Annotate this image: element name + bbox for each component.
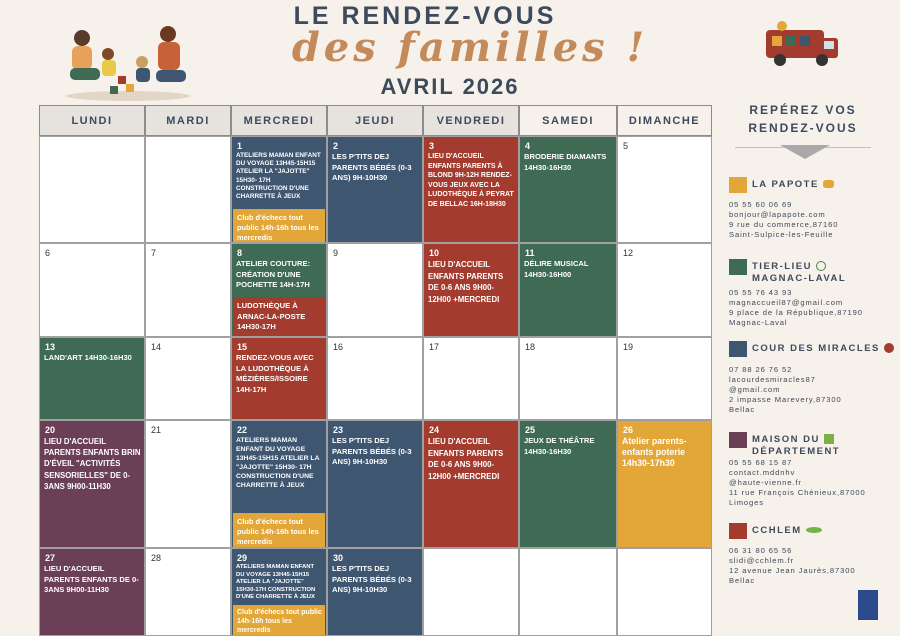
- place-cchlem: [729, 523, 899, 585]
- day-event: JEUX DE THÉÂTRE 14H30-16H30: [524, 436, 595, 456]
- day-cell-29[interactable]: [231, 548, 327, 636]
- day-number: 6: [45, 248, 51, 258]
- day-number: 2: [333, 141, 339, 151]
- day-cell-2[interactable]: [327, 136, 423, 243]
- day-number: 3: [429, 141, 435, 151]
- calendar-grid: [39, 105, 712, 636]
- day-event: ATELIER COUTURE: CRÉATION D'UNE POCHETTE 14H-17H: [236, 259, 311, 289]
- day-cell-23[interactable]: [327, 420, 423, 548]
- day-cell-25[interactable]: [519, 420, 617, 548]
- weekday-monday: LUNDI: [39, 105, 145, 136]
- weekday-tuesday: MARDI: [145, 105, 231, 136]
- day-cell-15[interactable]: [231, 337, 327, 420]
- day-cell-27[interactable]: [39, 548, 145, 636]
- day-number: 21: [151, 425, 162, 435]
- day-cell-empty: [39, 136, 145, 243]
- day-cell-16[interactable]: [327, 337, 423, 420]
- day-cell-9[interactable]: [327, 243, 423, 337]
- weekday-wednesday: MERCREDI: [231, 105, 327, 136]
- day-event: ATELIERS MAMAN ENFANT DU VOYAGE 13H45-15H15 ATELIER LA "JAJOTTE" 15H30- 17H CONSTRUCTION D'UNE CHARRETTE À JEUX: [236, 437, 320, 489]
- day-cell-19[interactable]: [617, 337, 712, 420]
- place-cour-des-miracles: [729, 341, 899, 413]
- color-swatch: [729, 432, 747, 448]
- day-cell-empty: [423, 548, 519, 636]
- place-phone: 05 55 68 15 87: [729, 458, 793, 467]
- weekday-header: [39, 105, 712, 136]
- weekday-friday: VENDREDI: [423, 105, 519, 136]
- leaf-icon: [816, 261, 826, 271]
- day-cell-14[interactable]: [145, 337, 231, 420]
- place-address: 2 impasse Marevery,87300: [729, 395, 842, 404]
- day-number: 5: [623, 141, 629, 151]
- day-number: 11: [525, 248, 535, 258]
- day-cell-22[interactable]: [231, 420, 327, 548]
- day-number: 22: [237, 425, 248, 435]
- day-event: Atelier parents-enfants poterie 14h30-17h30: [622, 436, 687, 468]
- weekday-sunday: DIMANCHE: [617, 105, 712, 136]
- day-number: 23: [333, 425, 344, 435]
- place-phone: 05 55 60 06 69: [729, 200, 793, 209]
- place-phone: 07 88 26 76 52: [729, 365, 793, 374]
- day-event: LIEU D'ACCUEIL PARENTS ENFANTS BRIN D'ÉVEIL "ACTIVITÉS SENSORIELLES" DE 0-3ANS 9H00-11H30: [44, 437, 141, 491]
- place-address: 11 rue François Chénieux,87000: [729, 488, 866, 497]
- chat-bubble-icon: [823, 180, 834, 188]
- place-address: 9 rue du commerce,87160: [729, 220, 839, 229]
- place-email: contact.mddnhv: [729, 468, 796, 477]
- day-number: 20: [45, 425, 56, 435]
- day-number: 4: [525, 141, 531, 151]
- day-cell-26[interactable]: [617, 420, 712, 548]
- day-cell-21[interactable]: [145, 420, 231, 548]
- title-line-2: des familles !: [291, 24, 649, 71]
- day-event: DÉLIRE MUSICAL 14H30-16H00: [524, 259, 589, 279]
- place-email: magnaccueil87@gmail.com: [729, 298, 844, 307]
- day-sub-event: [233, 297, 325, 337]
- place-city: Bellac: [729, 405, 756, 414]
- day-event: BRODERIE DIAMANTS 14H30-16H30: [524, 152, 607, 172]
- day-event: LIEU D'ACCUEIL ENFANTS PARENTS À BLOND 9H-12H RENDEZ-VOUS JEUX AVEC LA LUDOTHÈQUE À PEYRAT DE BELLAC 16H-18H30: [428, 153, 514, 208]
- color-swatch: [729, 341, 747, 357]
- day-number: 9: [333, 248, 339, 258]
- day-cell-11[interactable]: [519, 243, 617, 337]
- day-cell-12[interactable]: [617, 243, 712, 337]
- day-event: LAND'ART 14H30-16H30: [44, 353, 132, 362]
- day-sub-event-text: LUDOTHÈQUE À ARNAC-LA-POSTE 14H30-17H: [237, 301, 306, 331]
- weekday-thursday: JEUDI: [327, 105, 423, 136]
- day-event: LIEU D'ACCUEIL ENFANTS PARENTS DE 0-6 ANS 9H00-12H00 +MERCREDI: [428, 437, 504, 481]
- day-event: LIEU D'ACCUEIL PARENTS ENFANTS DE 0-3ANS 9H00-11H30: [44, 564, 139, 594]
- day-number: 27: [45, 553, 56, 563]
- day-number: 16: [333, 342, 344, 352]
- day-number: 13: [45, 342, 56, 352]
- day-cell-10[interactable]: [423, 243, 519, 337]
- color-swatch: [729, 259, 747, 275]
- title-line-1: LE RENDEZ-VOUS: [293, 2, 557, 30]
- day-event: LIEU D'ACCUEIL ENFANTS PARENTS DE 0-6 ANS 9H00-12H00 +MERCREDI: [428, 260, 504, 304]
- day-cell-6[interactable]: [39, 243, 145, 337]
- van-illustration-icon: [762, 20, 842, 70]
- cchlem-logo-icon: [806, 527, 822, 533]
- day-event: RENDEZ-VOUS AVEC LA LUDOTHÈQUE À MÉZIÈRES/ISSOIRE 14H-17H: [236, 353, 314, 394]
- place-city: Limoges: [729, 498, 765, 507]
- day-event: LES P'TITS DEJ PARENTS BÉBÉS (0-3 ANS) 9H-10H30: [332, 152, 412, 182]
- place-maison-du-departement: [729, 432, 899, 512]
- place-name: LA PAPOTE: [752, 179, 834, 191]
- place-name: CCHLEM: [752, 525, 822, 537]
- day-number: 30: [333, 553, 344, 563]
- day-cell-17[interactable]: [423, 337, 519, 420]
- place-email-domain: @haute-vienne.fr: [729, 478, 802, 487]
- day-number: 24: [429, 425, 440, 435]
- day-number: 18: [525, 342, 536, 352]
- color-swatch: [729, 523, 747, 539]
- day-event: LES P'TITS DEJ PARENTS BÉBÉS (0-3 ANS) 9H-10H30: [332, 564, 412, 594]
- day-number: 8: [237, 248, 243, 258]
- theater-mask-icon: [884, 343, 894, 353]
- color-swatch: [729, 177, 747, 193]
- caf-logo-icon: [858, 590, 878, 620]
- place-email: slidi@cchlem.fr: [729, 556, 795, 565]
- day-sub-event-text: Club d'échecs tout public 14h-16h tous les mercredis: [237, 609, 322, 634]
- day-cell-7[interactable]: [145, 243, 231, 337]
- day-sub-event: [233, 605, 325, 636]
- day-number: 10: [429, 248, 440, 258]
- sidebar-title-line-2: RENDEZ-VOUS: [748, 121, 858, 135]
- day-number: 1: [237, 141, 243, 151]
- place-tier-lieu: [729, 259, 899, 329]
- day-number: 15: [237, 342, 248, 352]
- day-number: 12: [623, 248, 634, 258]
- day-cell-3[interactable]: [423, 136, 519, 243]
- day-sub-event-text: Club d'échecs tout public 14h-16h tous les mercredis: [237, 517, 319, 546]
- day-cell-8[interactable]: [231, 243, 327, 337]
- day-cell-empty: [519, 548, 617, 636]
- day-number: 19: [623, 342, 634, 352]
- place-name: MAISON DU DÉPARTEMENT: [752, 434, 841, 457]
- day-sub-event-text: Club d'échecs tout public 14h-16h tous les mercredis: [237, 213, 319, 242]
- place-address: 9 place de la République,87190: [729, 308, 863, 317]
- day-cell-18[interactable]: [519, 337, 617, 420]
- day-cell-5[interactable]: [617, 136, 712, 243]
- place-city: Bellac: [729, 576, 756, 585]
- place-city: Saint-Sulpice-les-Feuille: [729, 230, 834, 239]
- day-number: 25: [525, 425, 536, 435]
- chevron-down-icon: [780, 143, 830, 159]
- day-event: ATELIERS MAMAN ENFANT DU VOYAGE 13H45-15H15 ATELIER LA "JAJOTTE" 15H30-17H CONSTRUCTION D'UNE CHARRETTE À JEUX: [236, 564, 316, 601]
- place-email: bonjour@lapapote.com: [729, 210, 826, 219]
- day-number: 14: [151, 342, 162, 352]
- day-number: 29: [237, 553, 248, 563]
- day-cell-empty: [145, 136, 231, 243]
- day-number: 26: [623, 425, 634, 435]
- day-cell-4[interactable]: [519, 136, 617, 243]
- day-cell-24[interactable]: [423, 420, 519, 548]
- day-event: ATELIERS MAMAN ENFANT DU VOYAGE 13H45-15H15 ATELIER LA "JAJOTTE" 15H30- 17H CONSTRUCTION D'UNE CHARRETTE À JEUX: [236, 152, 321, 201]
- day-cell-20[interactable]: [39, 420, 145, 548]
- sidebar-title-line-1: REPÉREZ VOS: [749, 103, 857, 117]
- day-cell-30[interactable]: [327, 548, 423, 636]
- weekday-saturday: SAMEDI: [519, 105, 617, 136]
- day-sub-event: [233, 209, 325, 243]
- day-sub-event: [233, 513, 325, 548]
- title-month: AVRIL 2026: [380, 74, 520, 99]
- day-number: 7: [151, 248, 157, 258]
- day-number: 28: [151, 553, 162, 563]
- place-address: 12 avenue Jean Jaurès,87300: [729, 566, 856, 575]
- day-number: 17: [429, 342, 440, 352]
- day-cell-13[interactable]: [39, 337, 145, 420]
- day-event: LES P'TITS DEJ PARENTS BÉBÉS (0-3 ANS) 9H-10H30: [332, 436, 412, 466]
- place-phone: 05 55 76 43 93: [729, 288, 793, 297]
- place-name: COUR DES MIRACLES: [752, 343, 894, 355]
- place-name: TIER-LIEU MAGNAC-LAVAL: [752, 261, 847, 284]
- place-city: Magnac-Laval: [729, 318, 788, 327]
- place-email: lacourdesmiracles87: [729, 375, 816, 384]
- sidebar-title: [728, 101, 878, 137]
- department-logo-icon: [824, 434, 834, 444]
- place-la-papote: [729, 177, 899, 239]
- day-cell-empty: [617, 548, 712, 636]
- day-cell-28[interactable]: [145, 548, 231, 636]
- place-email-domain: @gmail.com: [729, 385, 781, 394]
- place-phone: 06 31 80 65 56: [729, 546, 793, 555]
- day-cell-1[interactable]: [231, 136, 327, 243]
- family-illustration-icon: [60, 24, 195, 102]
